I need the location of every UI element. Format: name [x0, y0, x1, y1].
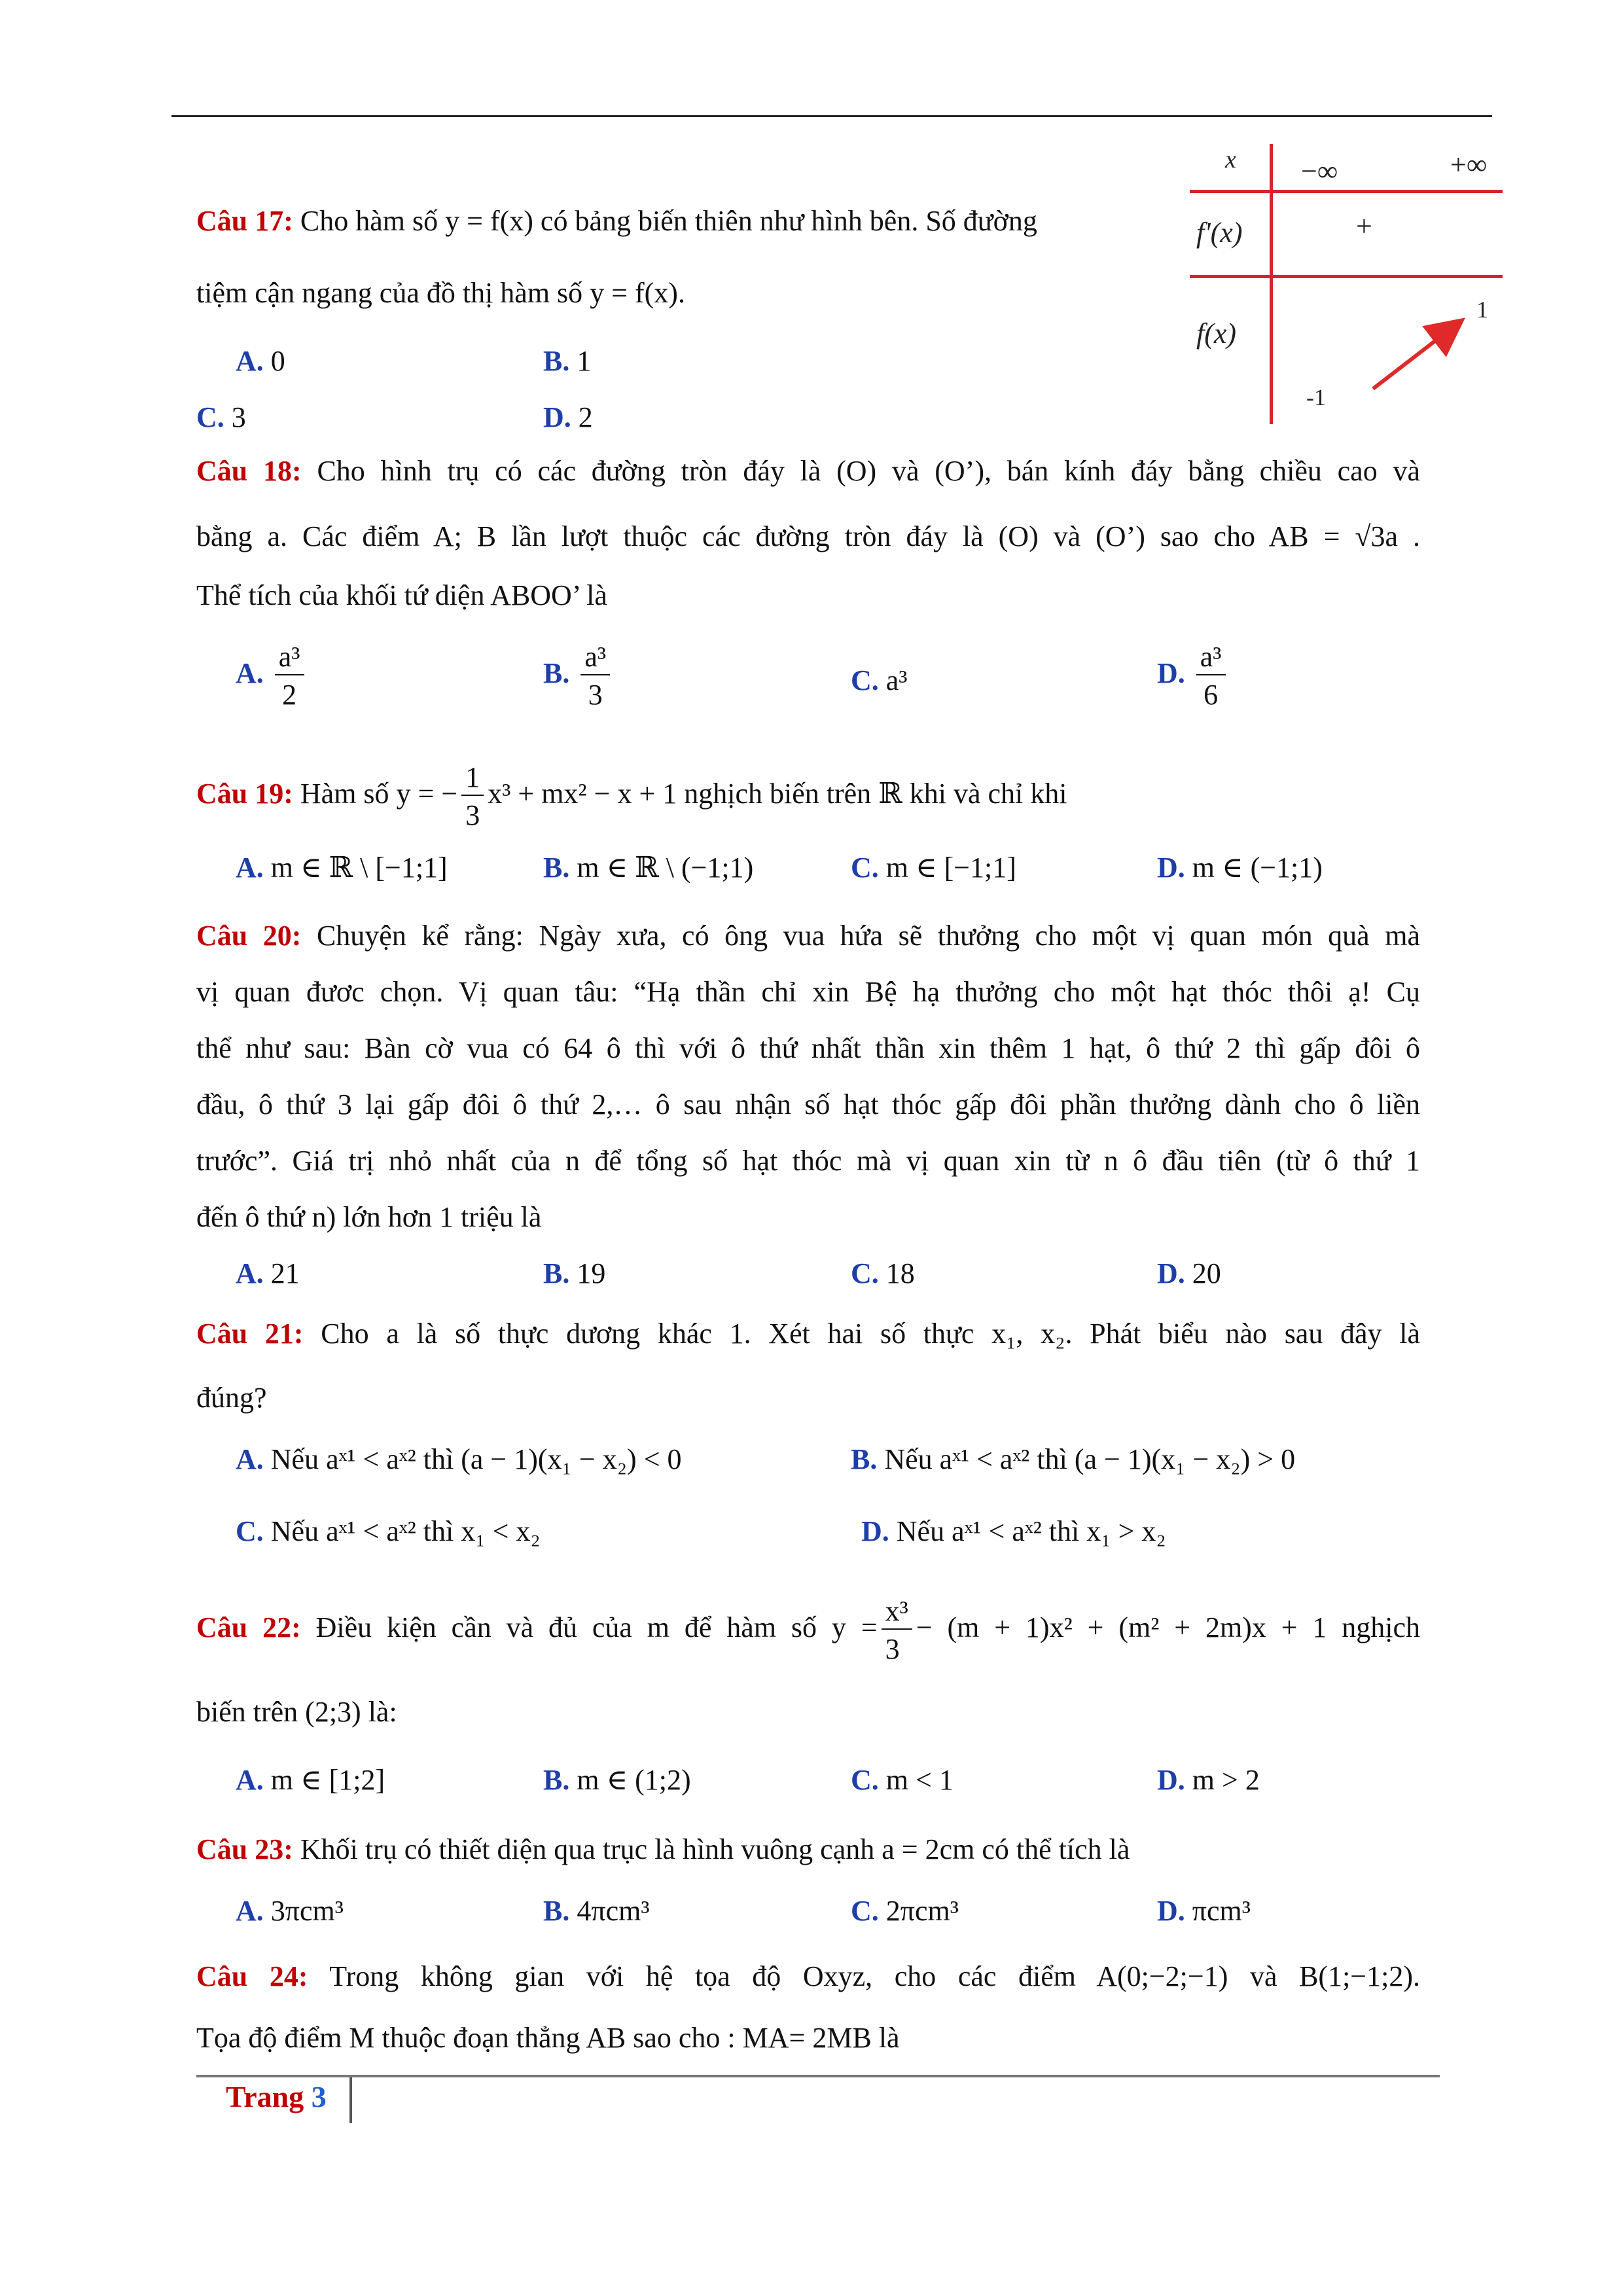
q19-text2: nghịch biến trên [684, 778, 872, 810]
q20-option-d[interactable] [1157, 1254, 1221, 1293]
q19-option-d[interactable] [1157, 848, 1323, 888]
table-fprime-sign: + [1356, 210, 1372, 242]
q17-text1: Cho hàm số [300, 205, 438, 237]
q19-option-a[interactable] [236, 848, 448, 888]
q18-text3: Thể tích của khối tứ diện ABOO’ là [196, 579, 607, 611]
q17-func2: y = f(x). [590, 277, 685, 309]
q19-poly: x³ + mx² − x + 1 [488, 778, 677, 810]
footer-rule [196, 2075, 1440, 2077]
q18-text1: Cho hình trụ có các đường tròn đáy là (O) và (O’), bán kính đáy bằng chiều cao và [317, 455, 1421, 487]
q23-option-c[interactable] [851, 1892, 959, 1931]
option-text: 2 [578, 401, 593, 433]
q22-y: y = [831, 1611, 878, 1644]
option-label: A. [236, 852, 264, 884]
option-text: 3 [231, 401, 246, 433]
frac-num: a³ [275, 643, 304, 675]
option-cond: aˣ¹ < aˣ² [326, 1515, 416, 1547]
option-fraction [275, 643, 304, 709]
frac-den: 3 [885, 1633, 900, 1665]
q23-text2: có thể tích là [982, 1833, 1130, 1865]
table-fprime-label: f'(x) [1196, 217, 1243, 249]
option-pre: Nếu [884, 1443, 933, 1475]
q19-text3: khi và chỉ khi [909, 778, 1067, 810]
table-f-end: 1 [1476, 296, 1488, 323]
q18-text2: bằng a. Các điểm A; B lần lượt thuộc các đường tròn đáy là (O) và (O’) sao cho [196, 520, 1255, 552]
q21-option-c[interactable] [236, 1512, 541, 1551]
q17-label: Câu 17: [196, 205, 293, 237]
option-label: C. [851, 664, 879, 696]
q21-option-d[interactable] [861, 1512, 1166, 1551]
q22-rest: − (m + 1)x² + (m² + 2m)x + 1 [916, 1611, 1327, 1644]
option-text: a³ [885, 664, 908, 696]
q22-fraction [882, 1597, 912, 1664]
option-cond: aˣ¹ < aˣ² [326, 1443, 416, 1475]
page-footer [226, 2079, 327, 2115]
frac-num: a³ [580, 643, 610, 675]
q17-func: y = f(x) [445, 205, 533, 237]
q21-line2 [196, 1378, 267, 1418]
option-label: A. [236, 1257, 264, 1289]
page-number: 3 [311, 2080, 327, 2113]
option-mid: thì [423, 1443, 454, 1475]
q23-cond: a = 2cm [882, 1833, 975, 1865]
option-text: 3πcm³ [270, 1895, 344, 1927]
frac-num: a³ [1196, 643, 1226, 675]
option-mid: thì [1048, 1515, 1080, 1547]
q20-label: Câu 20: [196, 920, 302, 952]
q20-line4 [196, 1085, 1420, 1124]
q20-text4: đầu, ô thứ 3 lại gấp đôi ô thứ 2,… ô sau nhận số hạt thóc gấp đôi phần thưởng dành cho ô liền [196, 1088, 1420, 1121]
q23-option-b[interactable] [543, 1892, 650, 1931]
q21-text1: Cho a là số thực dương khác 1. Xét hai số thực [321, 1318, 974, 1350]
q24-text2: Tọa độ điểm M thuộc đoạn thẳng AB sao cho : MA= 2MB là [196, 2022, 900, 2054]
q20-text3: thể như sau: Bàn cờ vua có 64 ô thì với ô thứ nhất thần xin thêm 1 hạt, ô thứ 2 thì gấp đôi ô [196, 1032, 1420, 1064]
option-text: m < 1 [885, 1764, 954, 1796]
footer-divider [349, 2077, 352, 2123]
option-text: 21 [270, 1257, 300, 1289]
q17-text2: có bảng biến thiên như hình bên. Số đường [540, 205, 1037, 237]
option-fraction [580, 643, 610, 709]
q20-option-b[interactable] [543, 1254, 605, 1293]
q20-text2: vị quan đươc chọn. Vị quan tâu: “Hạ thần chỉ xin Bệ hạ thưởng cho một hạt thóc thôi ạ! Cụ [196, 976, 1420, 1008]
q18-option-c[interactable] [851, 661, 908, 700]
q23-option-d[interactable] [1157, 1892, 1251, 1931]
option-cond: aˣ¹ < aˣ² [939, 1443, 1030, 1475]
q20-line1 [196, 916, 1420, 956]
q22-option-a[interactable] [236, 1761, 385, 1800]
option-text: πcm³ [1192, 1895, 1251, 1927]
q22-line2 [196, 1693, 397, 1732]
q18-line3 [196, 576, 607, 615]
q19-option-b[interactable] [543, 848, 753, 888]
option-label: D. [1157, 657, 1185, 690]
q22-line1 [196, 1597, 1420, 1664]
table-x-left: −∞ [1301, 155, 1338, 187]
q20-text6: đến ô thứ n) lớn hơn 1 triệu là [196, 1201, 542, 1233]
option-label: C. [851, 852, 879, 884]
option-label: C. [851, 1764, 879, 1796]
option-mid: thì [1037, 1443, 1067, 1475]
q17-text3: tiệm cận ngang của đồ thị hàm số [196, 277, 583, 309]
q20-option-a[interactable] [236, 1254, 300, 1293]
q18-option-b[interactable] [543, 643, 614, 709]
option-result: (a − 1)(x₁ − x₂) < 0 [461, 1443, 682, 1475]
q23-text1: Khối trụ có thiết diện qua trục là hình vuông cạnh [300, 1833, 875, 1865]
q18-ab: AB = √3a . [1268, 520, 1420, 552]
q19-label: Câu 19: [196, 778, 293, 810]
q22-option-b[interactable] [543, 1761, 691, 1800]
q20-line3 [196, 1029, 1420, 1068]
q21-option-a[interactable] [236, 1440, 682, 1479]
option-text: m ∈ ℝ \ [−1;1] [270, 852, 448, 884]
option-text: m ∈ (−1;1) [1192, 852, 1323, 884]
q24-label: Câu 24: [196, 1960, 308, 1992]
option-label: D. [1157, 852, 1185, 884]
q21-option-b[interactable] [851, 1440, 1295, 1479]
table-f-start: -1 [1306, 384, 1326, 410]
q22-text4: là: [368, 1696, 397, 1728]
option-label: B. [543, 1764, 570, 1796]
option-pre: Nếu [270, 1443, 319, 1475]
q22-option-c[interactable] [851, 1761, 954, 1800]
footer-label: Trang [226, 2080, 304, 2113]
q19-y: y = − [396, 778, 458, 810]
q19-fraction [461, 763, 484, 830]
option-pre: Nếu [896, 1515, 945, 1547]
option-cond: aˣ¹ < aˣ² [952, 1515, 1042, 1547]
option-text: m > 2 [1192, 1764, 1260, 1796]
option-label: C. [851, 1257, 879, 1289]
q24-and: và [1249, 1960, 1277, 1992]
option-text: m ∈ ℝ \ (−1;1) [577, 852, 754, 884]
option-label: B. [851, 1443, 878, 1475]
q22-text1: Điều kiện cần và đủ của m để hàm số [315, 1611, 817, 1644]
q23-label: Câu 23: [196, 1833, 293, 1865]
q22-text3: biến trên [196, 1696, 298, 1728]
q22-option-d[interactable] [1157, 1761, 1260, 1800]
option-text: 19 [577, 1257, 606, 1289]
q17-variation-table [1190, 136, 1504, 424]
q20-option-c[interactable] [851, 1254, 915, 1293]
option-result: x₁ > x₂ [1086, 1515, 1166, 1547]
q24-line2 [196, 2018, 900, 2058]
option-label: B. [543, 1257, 570, 1289]
option-result: (a − 1)(x₁ − x₂) > 0 [1074, 1443, 1296, 1475]
q17-option-d[interactable] [543, 398, 593, 437]
q19-R: ℝ [878, 778, 902, 810]
q21-label: Câu 21: [196, 1318, 304, 1350]
option-text: 0 [270, 345, 285, 377]
q18-option-d[interactable] [1157, 643, 1230, 709]
option-result: x₁ < x₂ [461, 1515, 541, 1547]
option-text: 18 [885, 1257, 915, 1289]
q19-option-c[interactable] [851, 848, 1016, 888]
option-label: C. [851, 1895, 879, 1927]
frac-den: 6 [1204, 679, 1219, 711]
q21-vars: x₁, x₂ [991, 1318, 1065, 1350]
option-text: m ∈ [1;2] [270, 1764, 385, 1796]
q20-line6 [196, 1198, 541, 1237]
option-text: 1 [577, 345, 592, 377]
q24-point-a: A(0;−2;−1) [1096, 1960, 1228, 1992]
frac-num: 1 [461, 763, 484, 796]
option-label: A. [236, 1443, 264, 1475]
option-text: 4πcm³ [577, 1895, 650, 1927]
option-label: A. [236, 657, 264, 690]
q20-line2 [196, 973, 1420, 1012]
q22-label: Câu 22: [196, 1611, 301, 1644]
q21-line1 [196, 1314, 1420, 1354]
increasing-arrow-icon [1190, 136, 1504, 424]
option-label: D. [861, 1515, 889, 1547]
q24-point-b: B(1;−1;2). [1299, 1960, 1420, 1992]
q19-text1: Hàm số [300, 778, 389, 810]
q17-line2 [196, 274, 685, 313]
option-text: 2πcm³ [885, 1895, 959, 1927]
frac-num: x³ [882, 1597, 912, 1630]
q23-line1 [196, 1830, 1130, 1869]
q24-text1: Trong không gian với hệ tọa độ Oxyz, cho các điểm [329, 1960, 1077, 1992]
option-label: B. [543, 657, 570, 690]
q17-option-a[interactable] [236, 342, 285, 381]
option-text: m ∈ [−1;1] [885, 852, 1016, 884]
option-label: A. [236, 345, 264, 377]
option-label: D. [543, 401, 571, 433]
q18-line2 [196, 517, 1420, 556]
option-label: B. [543, 1895, 570, 1927]
option-label: C. [196, 401, 224, 433]
option-label: D. [1157, 1257, 1185, 1289]
option-text: m ∈ (1;2) [577, 1764, 691, 1796]
frac-den: 2 [282, 679, 297, 711]
option-label: B. [543, 345, 570, 377]
q18-label: Câu 18: [196, 455, 302, 487]
q19-line1 [196, 763, 1067, 830]
q20-text1: Chuyện kể rằng: Ngày xưa, có ông vua hứa sẽ thưởng cho một vị quan món quà mà [316, 920, 1420, 952]
option-label: B. [543, 852, 570, 884]
frac-den: 3 [465, 799, 480, 831]
q24-line1 [196, 1957, 1420, 1996]
option-label: A. [236, 1895, 264, 1927]
option-fraction [1196, 643, 1226, 709]
q17-option-c[interactable] [196, 398, 246, 437]
q21-text3: đúng? [196, 1382, 267, 1414]
option-label: D. [1157, 1764, 1185, 1796]
option-label: D. [1157, 1895, 1185, 1927]
q20-text5: trước”. Giá trị nhỏ nhất của n để tổng số hạt thóc mà vị quan xin từ n ô đầu tiên (từ ô thứ 1 [196, 1145, 1420, 1177]
option-label: A. [236, 1764, 264, 1796]
option-text: 20 [1192, 1257, 1221, 1289]
q23-option-a[interactable] [236, 1892, 344, 1931]
q22-text2: nghịch [1342, 1611, 1421, 1644]
option-label: C. [236, 1515, 264, 1547]
option-mid: thì [423, 1515, 454, 1547]
q17-option-b[interactable] [543, 342, 591, 381]
q20-line5 [196, 1141, 1420, 1181]
header-rule [171, 115, 1492, 117]
q18-line1 [196, 452, 1420, 491]
table-x-right: +∞ [1450, 149, 1488, 181]
q22-interval: (2;3) [305, 1696, 361, 1728]
frac-den: 3 [588, 679, 603, 711]
q21-text2: . Phát biểu nào sau đây là [1065, 1318, 1420, 1350]
option-pre: Nếu [270, 1515, 319, 1547]
table-x-label: x [1225, 146, 1236, 173]
q17-line1 [196, 202, 1037, 241]
q18-option-a[interactable] [236, 643, 308, 709]
table-f-label: f(x) [1196, 317, 1237, 350]
